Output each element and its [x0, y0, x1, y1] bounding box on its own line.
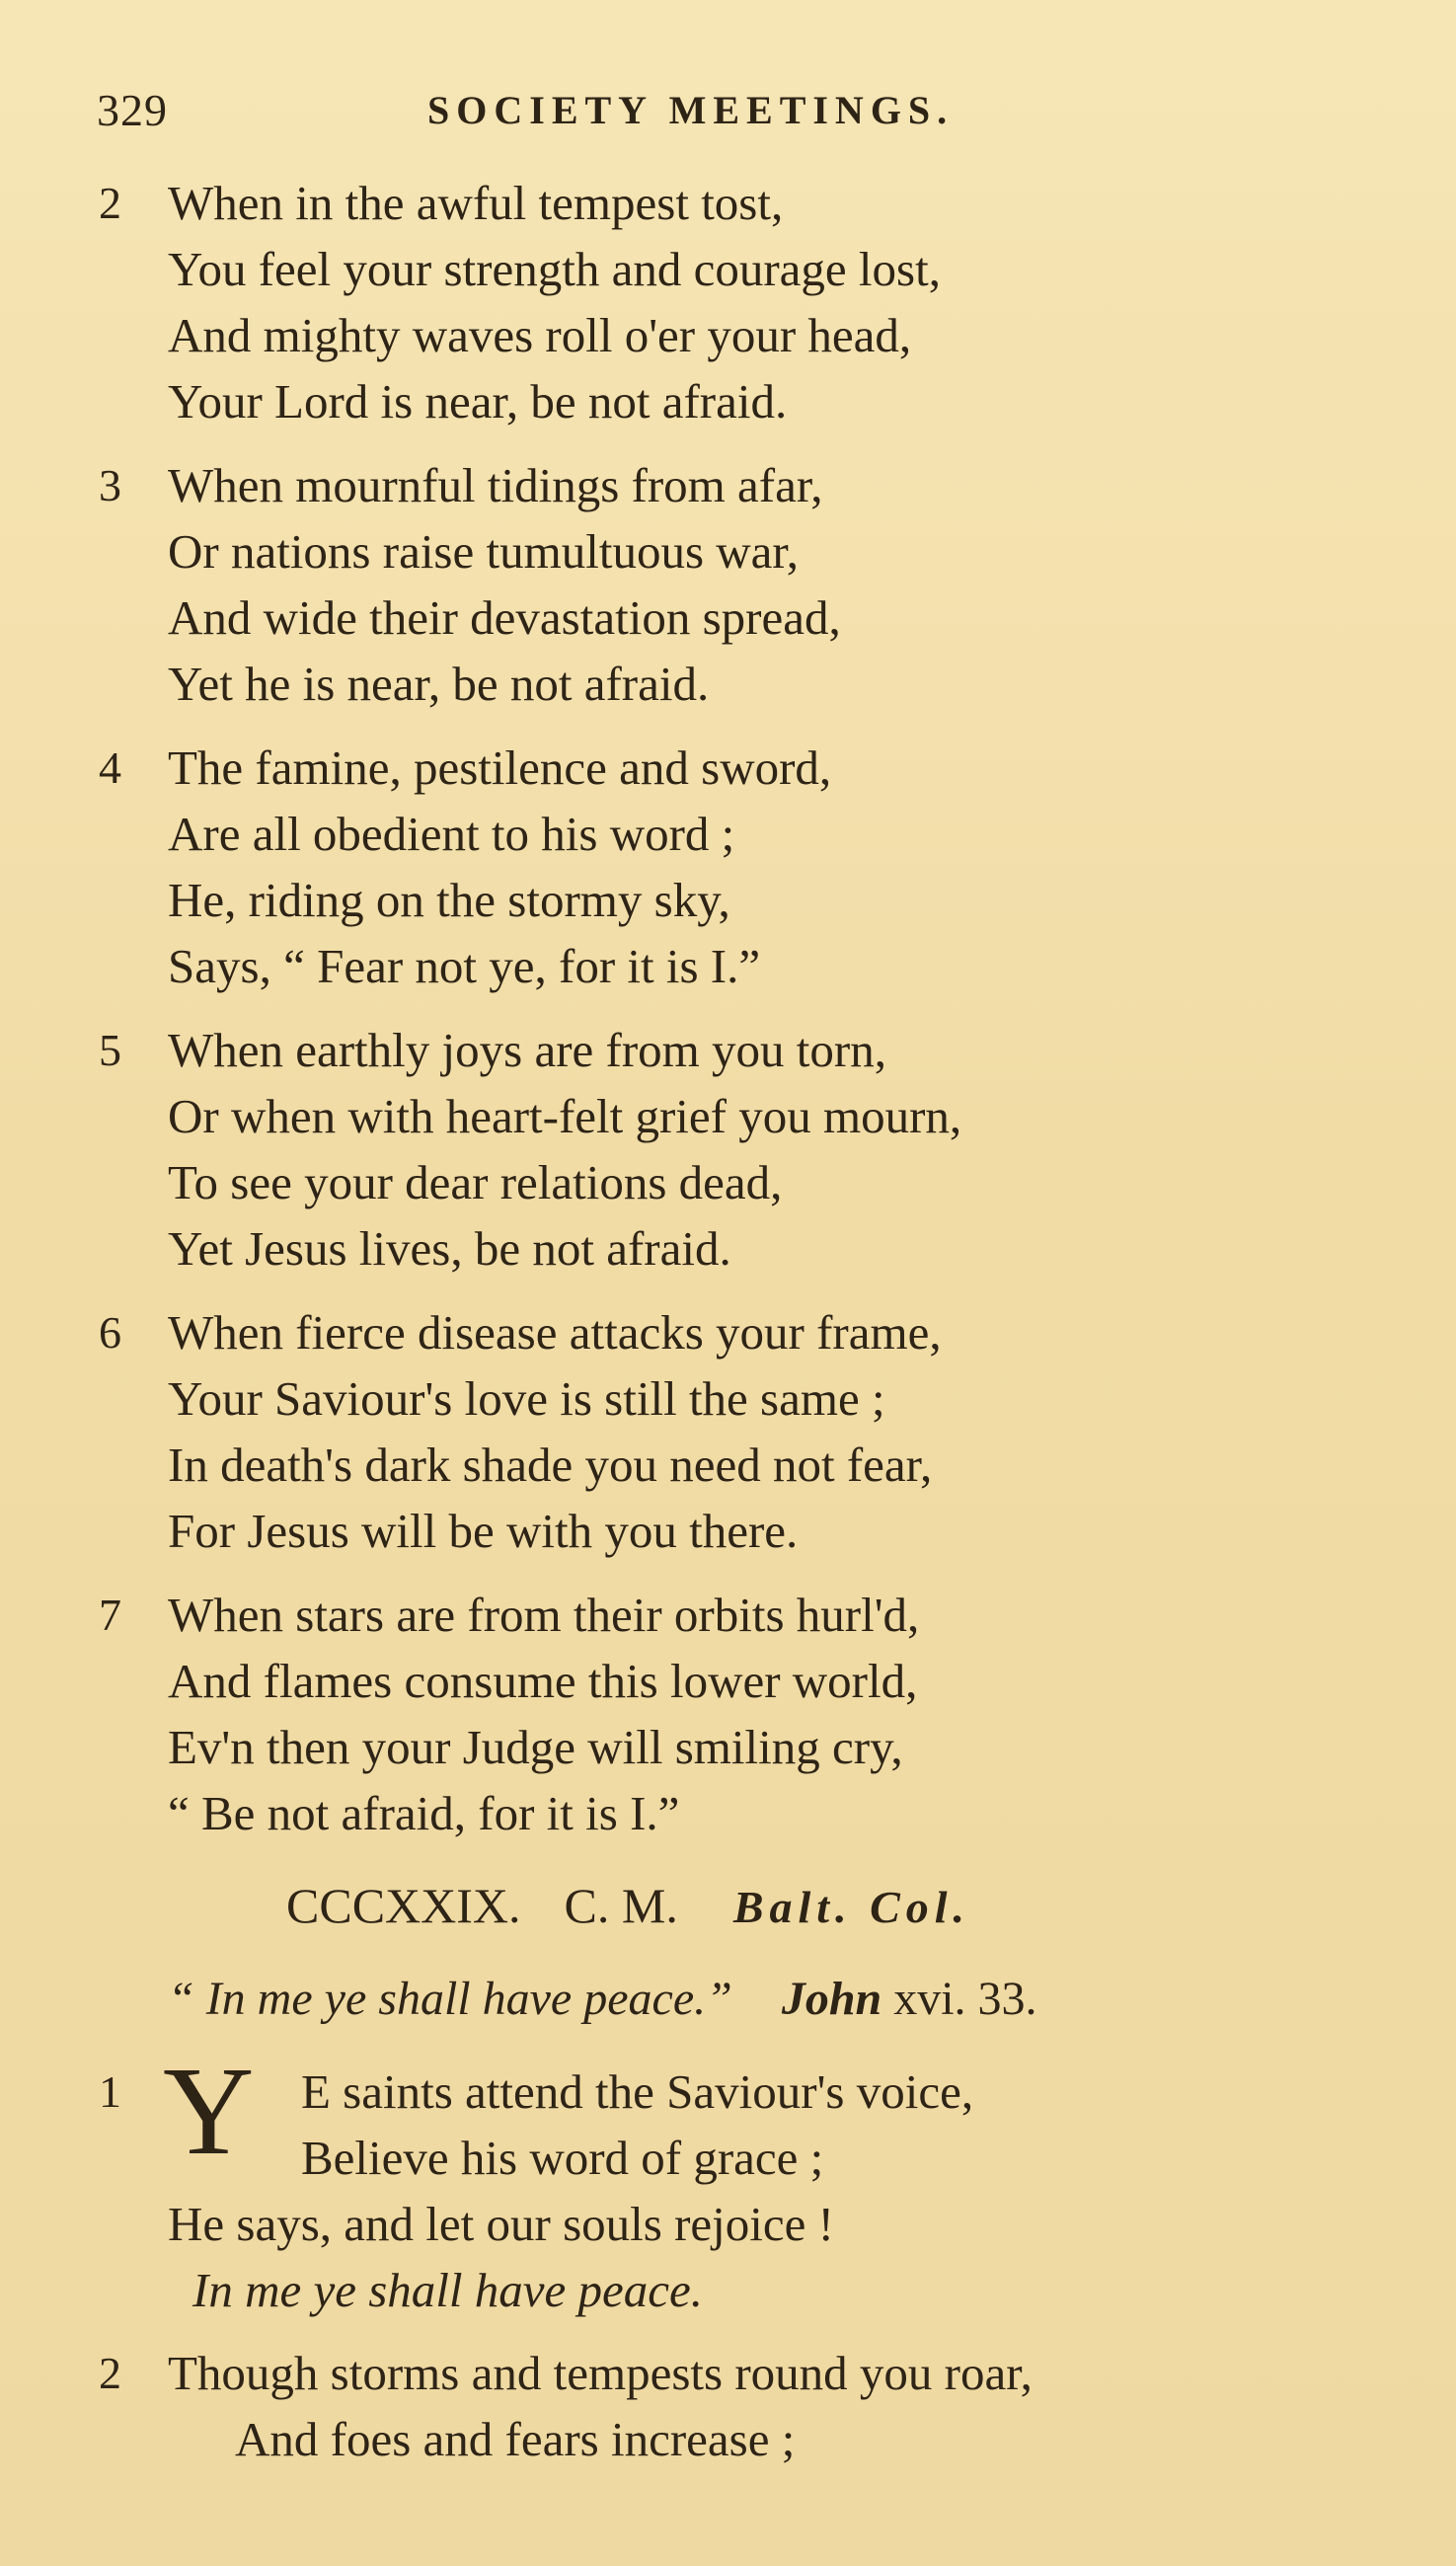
verse-line: To see your dear relations dead,: [168, 1155, 783, 1209]
verse-line: In death's dark shade you need not fear,: [168, 1438, 933, 1492]
verse-line: Says, “ Fear not ye, for it is I.”: [168, 939, 761, 993]
verse-line: Your Saviour's love is still the same ;: [168, 1371, 885, 1426]
verse-line: Believe his word of grace ;: [301, 2131, 824, 2185]
verse-line: Or when with heart-felt grief you mourn,: [168, 1089, 962, 1143]
verse-line-refrain: In me ye shall have peace.: [192, 2263, 703, 2317]
hymn-tune: Balt. Col.: [732, 1882, 971, 1932]
verse-line: And wide their devastation spread,: [168, 590, 841, 645]
verse-line: You feel your strength and courage lost,: [168, 242, 941, 296]
stanza-number: 4: [99, 742, 121, 793]
verse-line: When fierce disease attacks your frame,: [168, 1305, 942, 1360]
verse-line: Yet Jesus lives, be not afraid.: [168, 1221, 731, 1276]
verse-line: When mournful tidings from afar,: [168, 458, 823, 512]
hymn-header: [286, 1871, 970, 1940]
scripture-epigraph: [168, 1965, 1037, 2034]
verse-line: E saints attend the Saviour's voice,: [301, 2064, 974, 2119]
scripture-chapter-verse: xvi. 33.: [893, 1973, 1037, 2025]
verse-line: Your Lord is near, be not afraid.: [168, 374, 788, 428]
verse-line: Or nations raise tumultuous war,: [168, 524, 800, 579]
verse-line: When stars are from their orbits hurl'd,: [168, 1588, 920, 1642]
stanza-number: 6: [99, 1307, 121, 1358]
verse-line: And foes and fears increase ;: [235, 2412, 796, 2466]
verse-line: Ev'n then your Judge will smiling cry,: [168, 1720, 903, 1774]
running-head: [97, 81, 1400, 140]
drop-cap: Y: [163, 2041, 255, 2181]
stanza-number: 7: [99, 1590, 121, 1640]
running-title: SOCIETY MEETINGS.: [427, 88, 955, 132]
verse-line: And mighty waves roll o'er your head,: [168, 308, 912, 362]
verse-line: For Jesus will be with you there.: [168, 1504, 799, 1558]
hymn-meter: C. M.: [564, 1878, 678, 1933]
stanza-number: 3: [99, 460, 121, 510]
stanza-number: 1: [99, 2066, 121, 2117]
stanza-number: 2: [99, 178, 121, 228]
verse-line: The famine, pestilence and sword,: [168, 740, 832, 795]
verse-line: “ Be not afraid, for it is I.”: [168, 1786, 680, 1840]
verse-line: Though storms and tempests round you roar,: [168, 2346, 1033, 2400]
verse-line: And flames consume this lower world,: [168, 1654, 918, 1708]
scripture-quote: “ In me ye shall have peace.”: [168, 1973, 732, 2025]
verse-line: Yet he is near, be not afraid.: [168, 657, 710, 711]
verse-line: He, riding on the stormy sky,: [168, 873, 730, 927]
page-number: 329: [97, 85, 168, 135]
verse-line: When earthly joys are from you torn,: [168, 1023, 886, 1077]
stanza-number: 2: [99, 2348, 121, 2398]
verse-line: He says, and let our souls rejoice !: [168, 2197, 834, 2251]
hymn-number: CCCXXIX.: [286, 1878, 521, 1933]
stanza-number: 5: [99, 1025, 121, 1075]
verse-line: Are all obedient to his word ;: [168, 807, 735, 861]
verse-line: When in the awful tempest tost,: [168, 176, 784, 230]
scripture-book: John: [781, 1973, 882, 2025]
